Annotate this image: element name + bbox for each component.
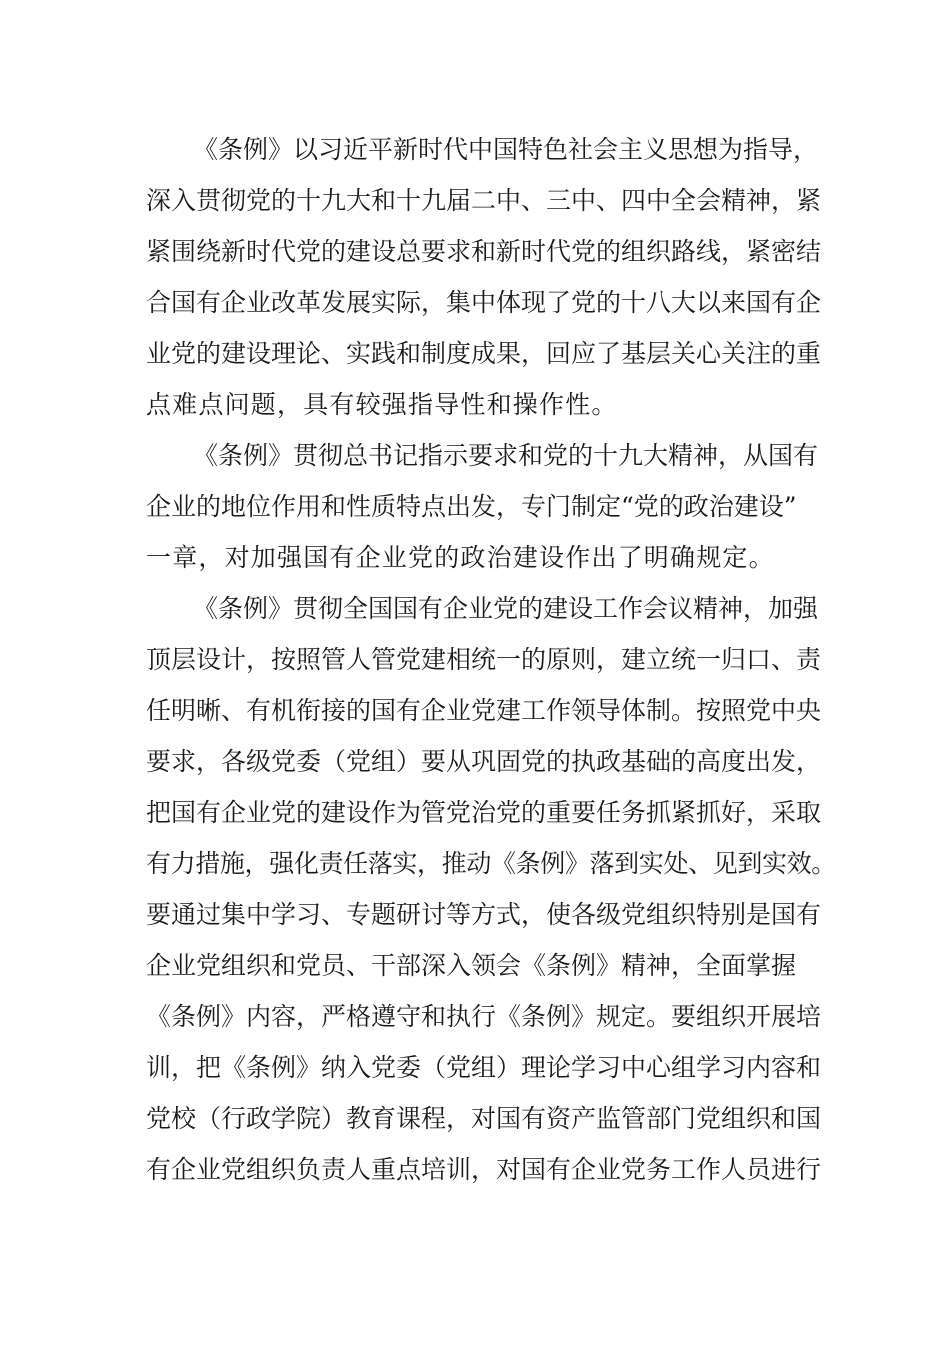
paragraph-3-line-1: 《条例》贯彻全国国有企业党的建设工作会议精神，加强	[193, 594, 819, 623]
paragraph-3-line-11: 党校（行政学院）教育课程，对国有资产监管部门党组织和国	[146, 1104, 822, 1133]
paragraph-1-line-2: 深入贯彻党的十九大和十九届二中、三中、四中全会精神，紧	[146, 186, 822, 215]
paragraph-1-line-1: 《条例》以习近平新时代中国特色社会主义思想为指导，	[193, 135, 819, 164]
paragraph-3-line-9: 《条例》内容，严格遵守和执行《条例》规定。要组织开展培	[146, 1002, 822, 1031]
paragraph-3-line-6: 有力措施，强化责任落实，推动《条例》落到实处、见到实效。	[146, 849, 836, 878]
paragraph-1-line-5: 业党的建设理论、实践和制度成果，回应了基层关心关注的重	[146, 339, 822, 368]
paragraph-3-line-8: 企业党组织和党员、干部深入领会《条例》精神，全面掌握	[146, 951, 797, 980]
paragraph-3-line-10: 训，把《条例》纳入党委（党组）理论学习中心组学习内容和	[146, 1053, 822, 1082]
paragraph-3-line-2: 顶层设计，按照管人管党建相统一的原则，建立统一归口、责	[146, 645, 822, 674]
paragraph-3-line-7: 要通过集中学习、专题研讨等方式，使各级党组织特别是国有	[146, 900, 822, 929]
paragraph-3-line-12: 有企业党组织负责人重点培训，对国有企业党务工作人员进行	[146, 1155, 822, 1184]
paragraph-2-line-1: 《条例》贯彻总书记指示要求和党的十九大精神，从国有	[193, 441, 819, 470]
paragraph-1-line-3: 紧围绕新时代党的建设总要求和新时代党的组织路线，紧密结	[146, 237, 822, 266]
paragraph-1-line-4: 合国有企业改革发展实际，集中体现了党的十八大以来国有企	[146, 288, 822, 317]
paragraph-3-line-5: 把国有企业党的建设作为管党治党的重要任务抓紧抓好，采取	[146, 798, 822, 827]
paragraph-2-line-2: 企业的地位作用和性质特点出发，专门制定“党的政治建设”	[146, 492, 797, 521]
paragraph-1-line-6: 点难点问题，具有较强指导性和操作性。	[146, 390, 618, 419]
paragraph-3-line-4: 要求，各级党委（党组）要从巩固党的执政基础的高度出发，	[146, 747, 822, 776]
paragraph-3-line-3: 任明晰、有机衔接的国有企业党建工作领导体制。按照党中央	[146, 696, 822, 725]
paragraph-2-line-3: 一章，对加强国有企业党的政治建设作出了明确规定。	[146, 543, 775, 572]
